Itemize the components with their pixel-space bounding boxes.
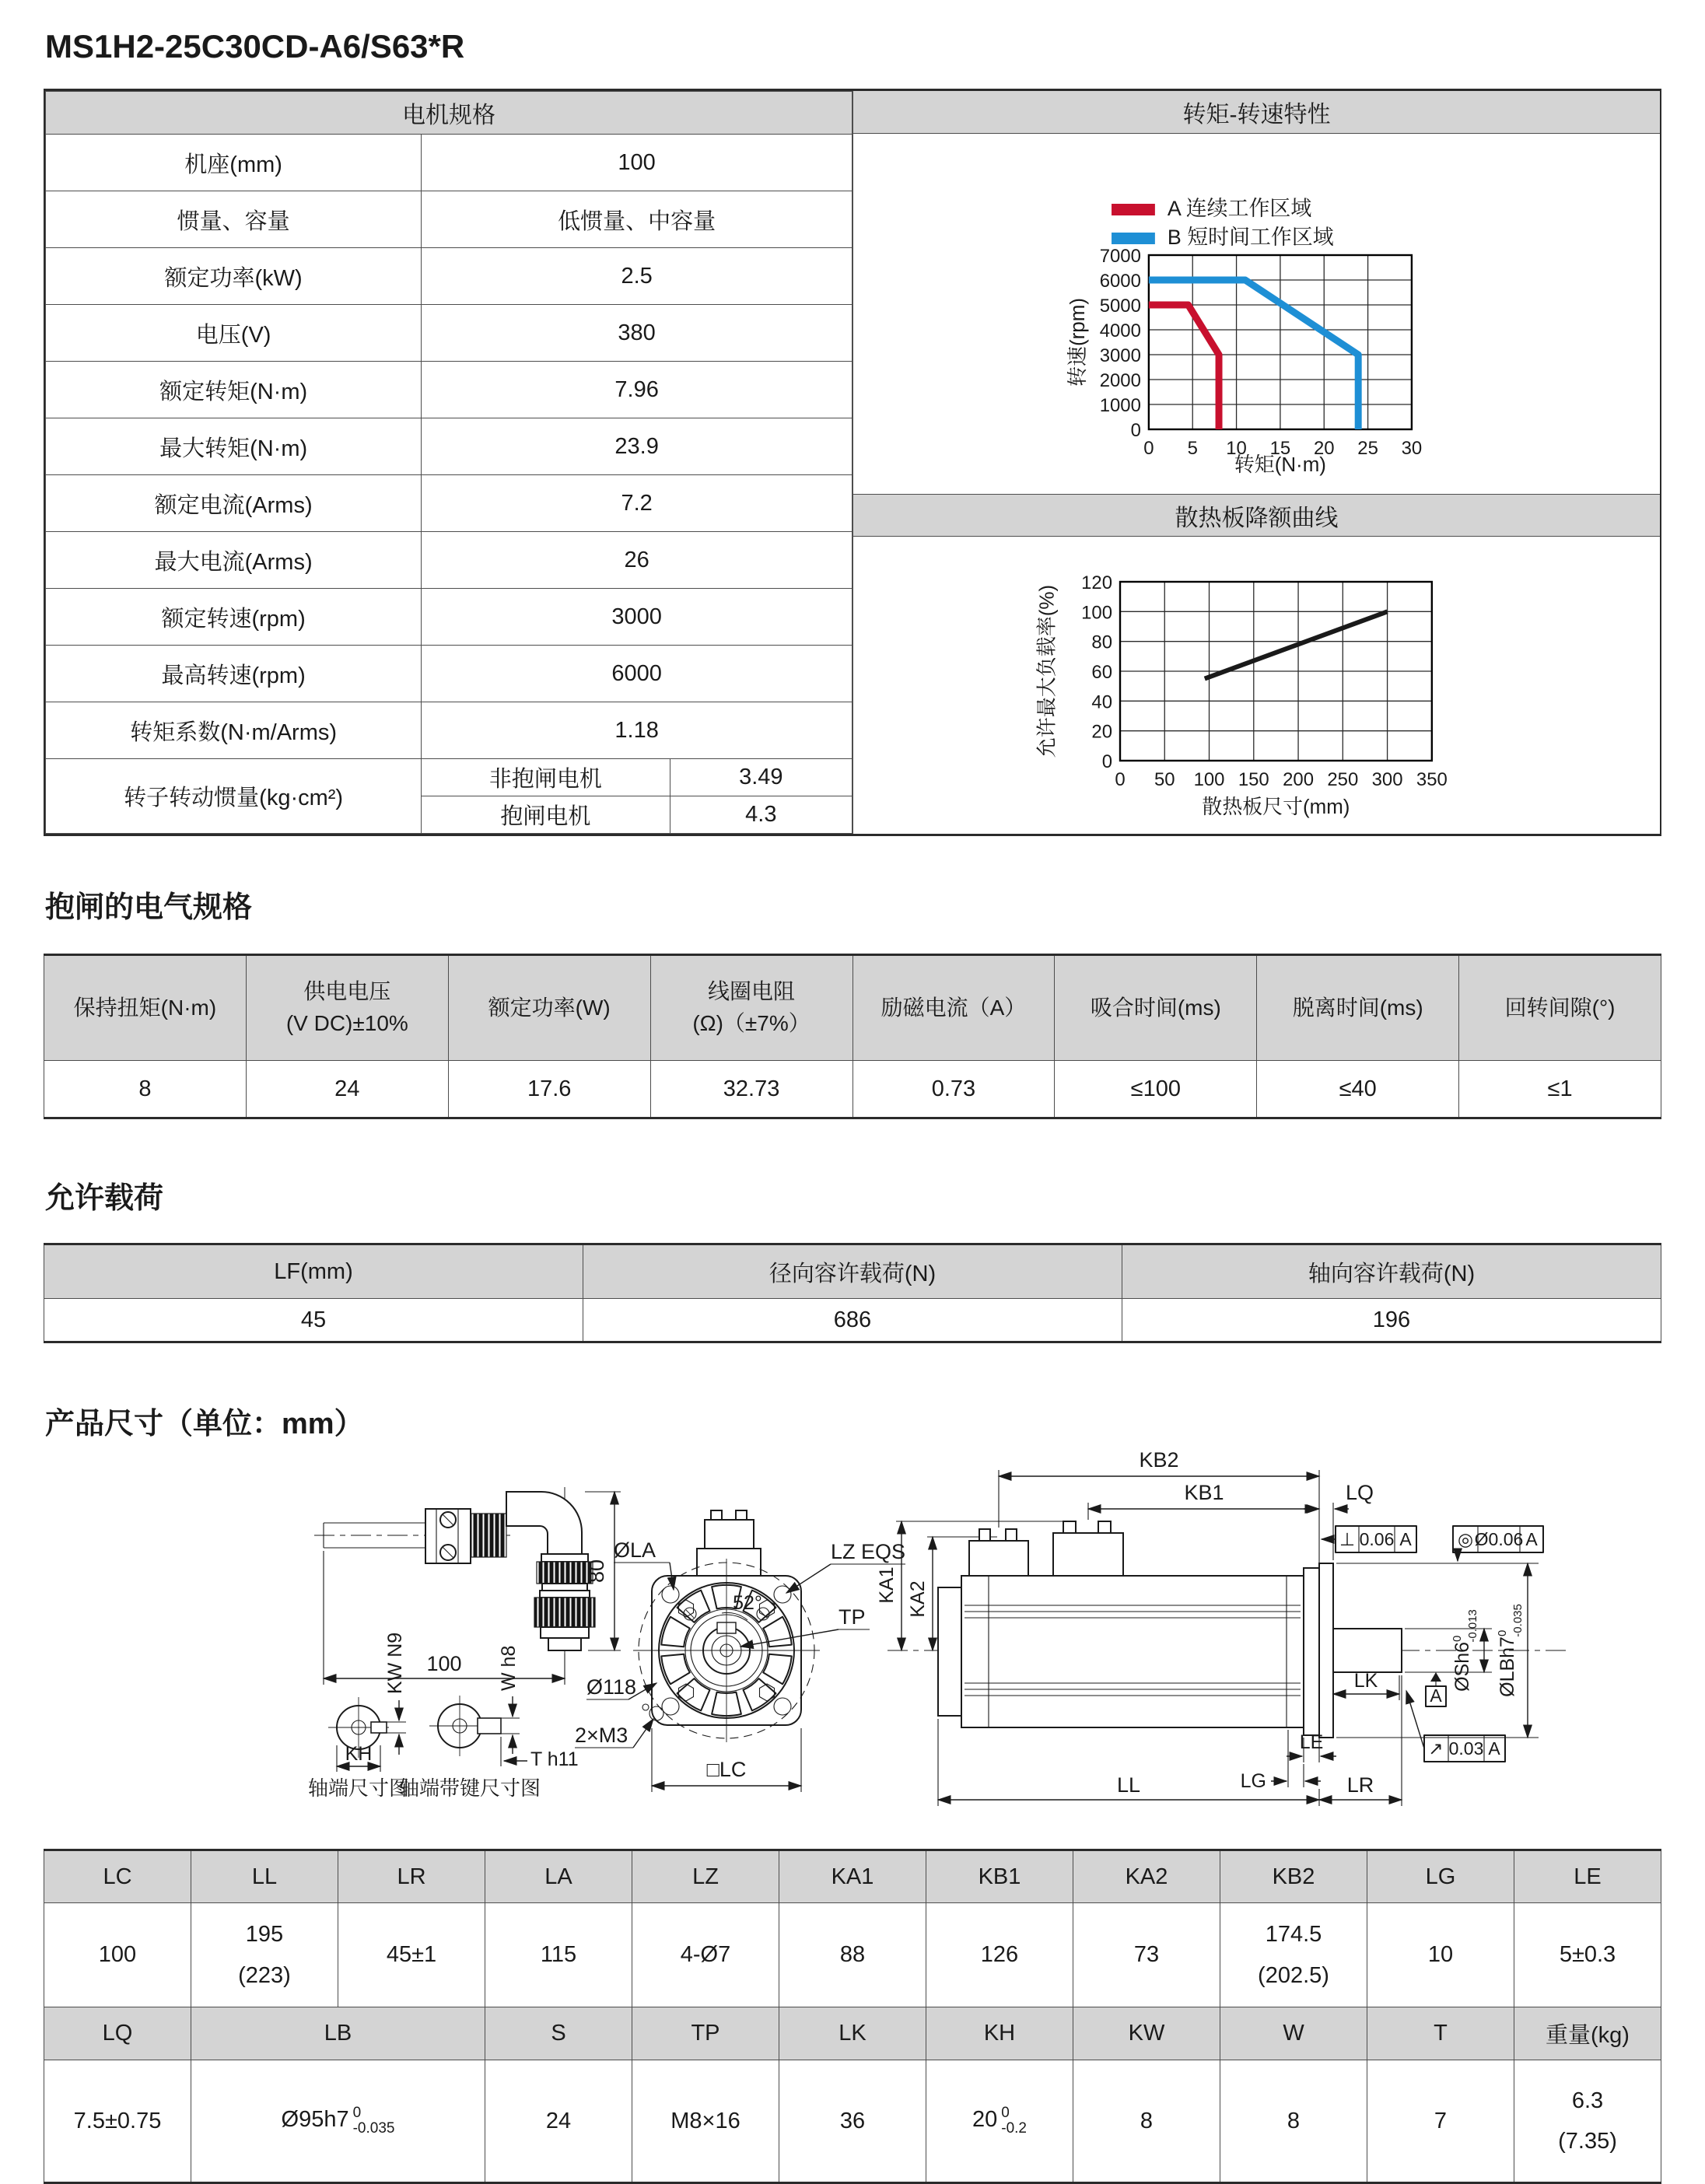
spec-label: 额定电流(Arms) [46, 475, 422, 532]
elbow [506, 1492, 582, 1554]
label-d118 [586, 1675, 656, 1699]
shaft-key-caption: 轴端带键尺寸图 [398, 1776, 541, 1800]
conc-symbol: ◎ [1457, 1529, 1474, 1549]
legend-swatch [1112, 233, 1155, 244]
dim-value: 8 [1073, 2060, 1220, 2183]
dims-section-title: 产品尺寸（单位：mm） [45, 1408, 364, 1440]
y-tick-label: 6000 [1099, 270, 1141, 292]
motor-spec-table [45, 91, 852, 834]
x-tick-label: 10 [1226, 437, 1247, 460]
le-label: LE [1299, 1731, 1324, 1753]
table-row [46, 532, 852, 589]
brake-header: 吸合时间(ms) [1055, 955, 1257, 1061]
dim-header: W [1220, 2007, 1367, 2060]
spec-value: 1.18 [422, 702, 852, 759]
dim-value: 6.3 (7.35) [1514, 2060, 1661, 2183]
y-tick-label: 20 [1091, 721, 1113, 743]
spec-label: 最大电流(Arms) [46, 532, 422, 589]
dim-header: T [1367, 2007, 1514, 2060]
y-tick-label: 3000 [1099, 345, 1141, 367]
load-value: 686 [583, 1299, 1122, 1342]
torque-speed-chart [853, 134, 1660, 494]
table-row [46, 475, 852, 532]
torque-speed-chart-svg [853, 134, 1660, 494]
lq-label: LQ [1345, 1481, 1374, 1504]
dim-value: 8 [1220, 2060, 1367, 2183]
y-tick-label: 120 [1081, 572, 1113, 594]
load-section-title: 允许载荷 [45, 1182, 164, 1215]
runout-datum: A [1488, 1738, 1500, 1759]
dim-header: LC [44, 1850, 191, 1903]
x-tick-label: 0 [1115, 768, 1126, 791]
kh-label: KH [345, 1743, 373, 1765]
spec-label: 电压(V) [46, 305, 422, 362]
dim-header: KH [926, 2007, 1073, 2060]
spec-label: 转矩系数(N·m/Arms) [46, 702, 422, 759]
dim-value: 126 [926, 1903, 1073, 2007]
allowable-load-table [44, 1243, 1661, 1343]
shaft-dia-label: $ØSh6^0$ -0.013 [1451, 1609, 1479, 1692]
x-tick-label: 350 [1416, 768, 1448, 791]
gdt-runout [1406, 1691, 1505, 1762]
spec-value: 2.5 [422, 248, 852, 305]
dim-value: 4-Ø7 [632, 1903, 779, 2007]
spec-value: 7.2 [422, 475, 852, 532]
perp-datum: A [1399, 1529, 1412, 1549]
brake-header: 供电电压 (V DC)±10% [246, 955, 448, 1061]
dim-header: LR [338, 1850, 485, 1903]
dim-header: KA1 [779, 1850, 926, 1903]
spec-value: 380 [422, 305, 852, 362]
rear-cap [938, 1587, 961, 1716]
x-tick-label: 15 [1269, 437, 1291, 460]
connector-drawing [314, 1487, 621, 1685]
ka1-label: KA1 [876, 1566, 898, 1604]
dim-value: 195 (223) [191, 1903, 338, 2007]
key [478, 1718, 501, 1734]
dim-value: 73 [1073, 1903, 1220, 2007]
connector-2 [1053, 1521, 1123, 1576]
connector-1 [969, 1529, 1028, 1576]
table-row [46, 418, 852, 475]
kb1-label: KB1 [1184, 1481, 1224, 1504]
table-row [46, 191, 852, 248]
spec-label: 额定转矩(N·m) [46, 362, 422, 418]
x-axis-label: 散热板尺寸(mm) [1202, 794, 1350, 819]
ll-label: LL [1116, 1773, 1141, 1797]
table-header-row [44, 1850, 1661, 1903]
spec-value: 低惯量、中容量 [422, 191, 852, 248]
dim-value: 88 [779, 1903, 926, 2007]
dim-header: S [485, 2007, 632, 2060]
x-tick-label: 250 [1327, 768, 1359, 791]
cable [324, 1523, 425, 1548]
brake-value: 0.73 [852, 1061, 1055, 1118]
dim-header: LB [191, 2007, 485, 2060]
dim-value: 100 [44, 1903, 191, 2007]
dim-value: 7.5±0.75 [44, 2060, 191, 2183]
legend-label: B 短时间工作区域 [1167, 225, 1334, 250]
spec-sublabel: 抱闸电机 [422, 796, 670, 834]
brake-header: 线圈电阻 (Ω)（±7%） [650, 955, 852, 1061]
y-tick-label: 0 [1130, 419, 1141, 442]
spec-label: 额定功率(kW) [46, 248, 422, 305]
dim-value: 174.5 (202.5) [1220, 1903, 1367, 2007]
x-tick-label: 150 [1238, 768, 1269, 791]
dim-header: LK [779, 2007, 926, 2060]
dim-header: KB1 [926, 1850, 1073, 1903]
table-row [44, 1061, 1661, 1118]
table-header-row [44, 1244, 1661, 1299]
dim-header: LA [485, 1850, 632, 1903]
brake-spec-table [44, 954, 1661, 1119]
brake-value: ≤1 [1459, 1061, 1661, 1118]
dim-value: 10 [1367, 1903, 1514, 2007]
flange-plate [1304, 1568, 1319, 1735]
table-header-row [44, 955, 1661, 1061]
dim-header: KB2 [1220, 1850, 1367, 1903]
y-tick-label: 1000 [1099, 394, 1141, 417]
load-header: 径向容许载荷(N) [583, 1244, 1122, 1299]
svg-text:LZ EQS: LZ EQS [831, 1540, 906, 1563]
series-line [1205, 611, 1388, 678]
keyway-slot [371, 1722, 387, 1733]
x-tick-label: 25 [1357, 437, 1378, 460]
brake-header: 励磁电流（A） [852, 955, 1055, 1061]
dim-ll [938, 1719, 1319, 1806]
spec-label: 惯量、容量 [46, 191, 422, 248]
perp-value: 0.06 [1359, 1529, 1395, 1549]
dim-value: 7 [1367, 2060, 1514, 2183]
table-row [46, 135, 852, 191]
brake-section-title: 抱闸的电气规格 [45, 891, 253, 924]
connector-height-label: 80 [585, 1559, 608, 1584]
brake-value: ≤100 [1055, 1061, 1257, 1118]
datasheet-page [44, 0, 1661, 2184]
dim-value: 115 [485, 1903, 632, 2007]
dim-value: 45±1 [338, 1903, 485, 2007]
datum-a-flag [1426, 1672, 1446, 1706]
series-line [1149, 305, 1219, 429]
table-row [46, 362, 852, 418]
ka2-label: KA2 [907, 1580, 929, 1618]
lc-label: □LC [706, 1758, 747, 1781]
load-value: 45 [44, 1299, 583, 1342]
brake-value: ≤40 [1257, 1061, 1459, 1118]
x-axis-label: 转矩(N·m) [1234, 452, 1326, 477]
dim-header: LQ [44, 2007, 191, 2060]
derating-chart-title: 散热板降额曲线 [853, 494, 1660, 537]
motor-body [961, 1576, 1304, 1727]
y-tick-label: 60 [1091, 661, 1113, 684]
table-row [46, 248, 852, 305]
table-row [44, 1903, 1661, 2007]
spec-label: 最高转速(rpm) [46, 646, 422, 702]
torque-speed-chart-title: 转矩-转速特性 [853, 91, 1660, 134]
gdt-perpendicularity [1322, 1526, 1416, 1552]
spec-value: 3000 [422, 589, 852, 646]
spec-sublabel: 非抱闸电机 [422, 759, 670, 796]
y-tick-label: 100 [1081, 602, 1113, 624]
dim-header: 重量(kg) [1514, 2007, 1661, 2060]
derating-chart [853, 537, 1660, 834]
dim-connector-width [324, 1551, 565, 1685]
legend-swatch [1112, 204, 1155, 215]
coupling-knurl [471, 1514, 506, 1557]
legend-label: A 连续工作区域 [1167, 196, 1312, 221]
dim-kb2 [999, 1451, 1319, 1565]
conc-datum: A [1525, 1529, 1538, 1549]
runout-value: 0.03 [1448, 1738, 1484, 1759]
spec-label: 额定转速(rpm) [46, 589, 422, 646]
shaft-plain-caption: 轴端尺寸图 [307, 1776, 410, 1800]
t-label: T h11 [530, 1748, 579, 1770]
brake-header: 额定功率(W) [448, 955, 650, 1061]
dimension-drawings [44, 1451, 1661, 1844]
y-tick-label: 4000 [1099, 320, 1141, 342]
shaft [1333, 1629, 1402, 1672]
brake-header: 回转间隙(°) [1459, 955, 1661, 1061]
gdt-concentricity [1453, 1526, 1543, 1561]
spec-value: 26 [422, 532, 852, 589]
bore-dia-label: $ØLBh7^0$ -0.035 [1496, 1604, 1525, 1697]
dim-value: 36 [779, 2060, 926, 2183]
x-tick-label: 20 [1313, 437, 1335, 460]
dim-header: TP [632, 2007, 779, 2060]
datum-a-label: A [1430, 1685, 1442, 1706]
spec-label-inertia: 转子转动惯量(kg·cm²) [46, 759, 422, 834]
dim-kb1 [1088, 1481, 1319, 1520]
dimension-drawings-svg [44, 1451, 1661, 1840]
dim-value: Ø95h7 0 -0.035 [191, 2060, 485, 2183]
motor-spec-section [44, 89, 1661, 836]
y-axis-label: 允许最大负载率(%) [1035, 584, 1059, 758]
runout-symbol: ↗ [1428, 1738, 1444, 1759]
charts-panel [852, 91, 1660, 834]
svg-text:Ø118: Ø118 [586, 1675, 637, 1699]
y-tick-label: 7000 [1099, 245, 1141, 268]
x-tick-label: 200 [1283, 768, 1315, 791]
y-tick-label: 2000 [1099, 369, 1141, 392]
dim-lk [1333, 1670, 1399, 1700]
x-tick-label: 100 [1193, 768, 1225, 791]
table-row [46, 646, 852, 702]
spec-label: 机座(mm) [46, 135, 422, 191]
brake-value: 24 [246, 1061, 448, 1118]
conc-value: Ø0.06 [1474, 1529, 1524, 1549]
spec-value: 7.96 [422, 362, 852, 418]
svg-text:2×M3: 2×M3 [575, 1724, 628, 1747]
dim-header: LG [1367, 1850, 1514, 1903]
table-row [46, 759, 852, 796]
brake-value: 8 [44, 1061, 247, 1118]
label-angle: 52° [733, 1592, 762, 1614]
dim-value: 5±0.3 [1514, 1903, 1661, 2007]
dim-header: LE [1514, 1850, 1661, 1903]
table-row [44, 1299, 1661, 1342]
x-tick-label: 50 [1154, 768, 1175, 791]
y-axis-label: 转速(rpm) [1066, 297, 1090, 387]
w-label: W h8 [498, 1645, 520, 1691]
perp-symbol: ⊥ [1339, 1529, 1356, 1549]
x-tick-label: 300 [1371, 768, 1403, 791]
table-row [46, 305, 852, 362]
spigot [1319, 1563, 1333, 1738]
svg-text:TP: TP [838, 1605, 866, 1629]
table-row [46, 702, 852, 759]
kb2-label: KB2 [1139, 1451, 1179, 1472]
spec-value: 6000 [422, 646, 852, 702]
lg-label: LG [1240, 1770, 1266, 1792]
x-tick-label: 0 [1143, 437, 1154, 460]
table-header-row [44, 2007, 1661, 2060]
dim-value: M8×16 [632, 2060, 779, 2183]
brake-header: 脱离时间(ms) [1257, 955, 1459, 1061]
load-header: 轴向容许载荷(N) [1122, 1244, 1661, 1299]
y-tick-label: 40 [1091, 691, 1113, 713]
brake-value: 32.73 [650, 1061, 852, 1118]
derating-chart-svg [853, 537, 1660, 834]
label-la [614, 1538, 674, 1590]
spec-value: 3.49 [670, 759, 852, 796]
y-tick-label: 0 [1101, 751, 1113, 773]
table-row [46, 589, 852, 646]
x-tick-label: 5 [1187, 437, 1198, 460]
spec-label: 最大转矩(N·m) [46, 418, 422, 475]
load-value: 196 [1122, 1299, 1661, 1342]
spec-table-header: 电机规格 [46, 92, 852, 135]
m3-holes [642, 1704, 663, 1720]
brake-value: 17.6 [448, 1061, 650, 1118]
page-title: MS1H2-25C30CD-A6/S63*R [45, 28, 465, 65]
lr-label: LR [1346, 1773, 1374, 1797]
x-tick-label: 30 [1401, 437, 1423, 460]
connector-width-label: 100 [426, 1652, 462, 1675]
dim-header: LL [191, 1850, 338, 1903]
label-m3 [575, 1719, 653, 1748]
dimensions-table [44, 1849, 1661, 2184]
cable-clamp [425, 1509, 471, 1563]
kw-label: KW N9 [384, 1632, 406, 1694]
dim-value: 20 0 -0.2 [926, 2060, 1073, 2183]
dim-header: LZ [632, 1850, 779, 1903]
lk-label: LK [1353, 1670, 1378, 1692]
y-tick-label: 5000 [1099, 295, 1141, 317]
dim-value: 24 [485, 2060, 632, 2183]
table-row [44, 2060, 1661, 2183]
dim-header: KA2 [1073, 1850, 1220, 1903]
brake-header: 保持扭矩(N·m) [44, 955, 247, 1061]
y-tick-label: 80 [1091, 632, 1113, 653]
spec-value: 4.3 [670, 796, 852, 834]
svg-text:ØLA: ØLA [614, 1538, 656, 1562]
spec-value: 100 [422, 135, 852, 191]
load-header: LF(mm) [44, 1244, 583, 1299]
spec-value: 23.9 [422, 418, 852, 475]
motor-side-view [888, 1451, 1568, 1806]
dim-header: KW [1073, 2007, 1220, 2060]
